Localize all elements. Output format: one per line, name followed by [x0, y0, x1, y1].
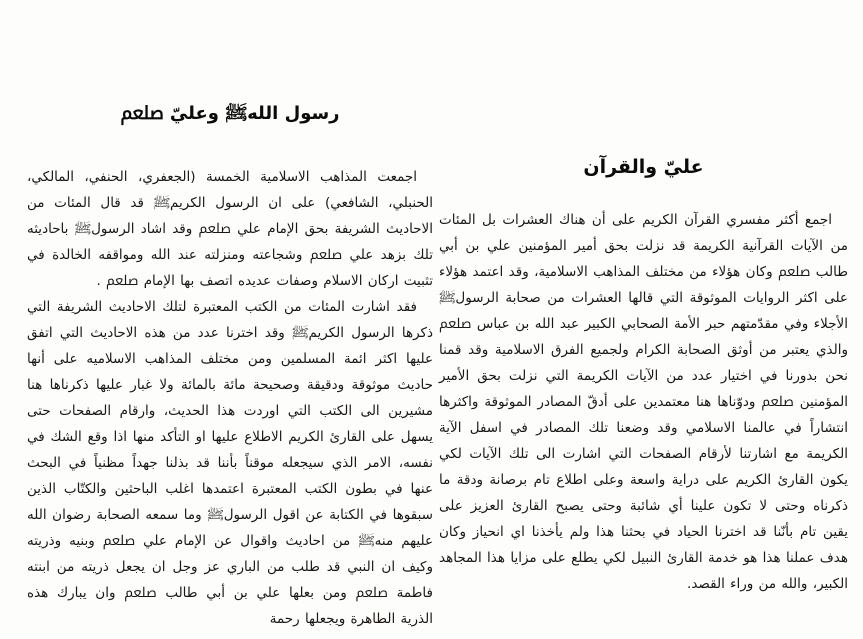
- right-page: [439, 156, 848, 597]
- right-page-heading: عليّ والقرآن: [583, 156, 704, 178]
- left-page: [27, 97, 433, 632]
- right-page-paragraph-1: اجمع أكثر مفسري القرآن الكريم على أن هناك العشرات بل المئات من الآيات القرآنية الكريمة قد نزلت بحق أمير المؤمنين علي بن أبي طالب ﷵ وكان هؤلاء من مختلف المذاهب الاسلامية، وقد اعتمد هؤلاء على اكثر الروايات الموثوقة التي قالها العشرات من صحابة الرسولﷺ الأجلاء وفي مقدّمتهم حبر الأمة الصحابي الكبير عبد الله بن عباس ﷵ والذي يعتبر من أوثق الصحابة الكرام ولجميع الفرق الاسلامية وقد قمنا نحن بدورنا في اختيار عدد من الآيات الكريمة التي نزلت بحق الأمير المؤمنين ﷵ ودوّناها هنا معتمدين على أدقّ المصادر الموثوقة واكثرها انتشاراً في عالمنا الاسلامي وقد وضعنا تلك المصادر في اسفل الآية الكريمة مع اشارتنا لأرقام الصفحات التي اشارت الى تلك الآيات لكي يكون القارئ الكريم على دراية واسعة وعلى اطلاع تام برصانة ودقة ما ذكرناه وحتى لا تكون علينا أي شائبة وحتى يصبح القارئ العزيز على يقين تام بأنّنا قد اخترنا الحياد في بحثنا هذا ولم يأخذنا اي انحياز وكان هدف عملنا هذا هو خدمة القارئ النبيل لكي يطلع على مزايا هذا المجاهد الكبير، والله من وراء القصد.: [439, 212, 848, 592]
- left-page-heading: رسول اللهﷺ وعليّ ﷵ: [120, 103, 340, 124]
- left-page-paragraph-2: فقد اشارت المئات من الكتب المعتبرة لتلك الاحاديث الشريفة التي ذكرها الرسول الكريمﷺ وقد اخترنا عدد من هذه الاحاديث التي اتفق عليها اكثر ائمة المسلمين ومن مختلف المذاهب الاسلاميه على أنها حاديث موثوقة ودقيقة وصحيحة مائة بالمائة ولا غبار عليها ذكرناها هنا مشيرين الى الكتب التي اوردت هذا الحديث، وارقام الصفحات حتى يسهل على القارئ الكريم الاطلاع عليها او التأكد منها اذا وقع الشك في نفسه، الامر الذي سيجعله موقناً بأننا قد بذلنا جهداً مظنياً في البحث عنها في بطون الكتب المعتبرة اعتمدها اغلب الباحثين والكتّاب الذين سبقوها في الكتابة عن اقول الرسولﷺ وما سمعه الصحابة رضوان الله عليهم منهﷺ من احاديث واقوال عن الإمام علي ﷵ وبنيه وذريته وكيف ان النبي قد طلب من الباري عز وجل ان يجعل ذريته من ابنته فاطمة ﷵ ومن بعلها علي بن أبي طالب ﷵ وان يبارك هذه الذرية الطاهرة ويجعلها رحمة: [27, 299, 433, 627]
- left-page-paragraph-1: اجمعت المذاهب الاسلامية الخمسة (الجعفري، الحنفي، المالكي، الحنبلي، الشافعي) على ان الرسول الكريمﷺ قد قال المئات من الاحاديث الشريفة بحق الإمام علي ﷵ وقد اشاد الرسولﷺ باحاديثه تلك بزهد علي ﷵ وشجاعته ومنزلته عند الله ومواقفه الخالدة في تثبيت اركان الاسلام وصفات عديده اتصف بها الإمام ﷵ .: [27, 169, 433, 289]
